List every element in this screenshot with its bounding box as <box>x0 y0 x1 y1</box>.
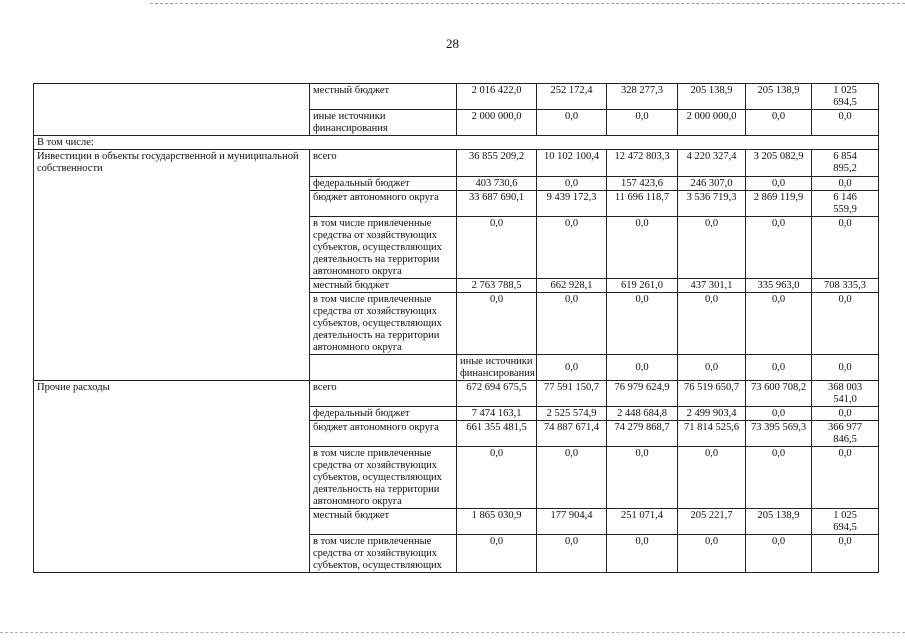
value-cell: 205 138,9 <box>746 509 812 535</box>
value-cell: 0,0 <box>812 293 879 355</box>
value-cell: 33 687 690,1 <box>457 191 537 217</box>
subtotal-heading: В том числе: <box>34 136 879 150</box>
value-cell: 2 763 788,5 <box>457 279 537 293</box>
funding-source-cell: иные источники финансирования <box>310 110 457 136</box>
value-cell: 662 928,1 <box>537 279 607 293</box>
value-cell: 0,0 <box>607 535 678 573</box>
funding-source-cell: бюджет автономного округа <box>310 191 457 217</box>
section-cell <box>34 84 310 136</box>
value-cell: 403 730,6 <box>457 177 537 191</box>
value-cell: 335 963,0 <box>746 279 812 293</box>
value-cell: 12 472 803,3 <box>607 150 678 177</box>
funding-source-cell: иные источники финансирования <box>457 355 537 381</box>
value-cell: 0,0 <box>812 110 879 136</box>
value-cell: 76 519 650,7 <box>678 381 746 407</box>
value-cell: 0,0 <box>678 535 746 573</box>
funding-source-cell: местный бюджет <box>310 509 457 535</box>
value-cell: 1 025 694,5 <box>812 509 879 535</box>
value-cell: 1 865 030,9 <box>457 509 537 535</box>
value-cell: 0,0 <box>537 217 607 279</box>
value-cell: 0,0 <box>457 447 537 509</box>
value-cell: 0,0 <box>537 110 607 136</box>
value-cell: 205 138,9 <box>678 84 746 110</box>
value-cell: 9 439 172,3 <box>537 191 607 217</box>
value-cell: 205 138,9 <box>746 84 812 110</box>
funding-source-cell: федеральный бюджет <box>310 177 457 191</box>
value-cell: 157 423,6 <box>607 177 678 191</box>
value-cell: 0,0 <box>537 293 607 355</box>
funding-source-cell: в том числе привлеченные средства от хозяйствующих субъектов, осуществляющих <box>310 535 457 573</box>
value-cell: 0,0 <box>746 177 812 191</box>
value-cell: 0,0 <box>812 535 879 573</box>
table-row <box>34 150 879 177</box>
value-cell: 177 904,4 <box>537 509 607 535</box>
value-cell: 11 696 118,7 <box>607 191 678 217</box>
value-cell: 76 979 624,9 <box>607 381 678 407</box>
value-cell: 7 474 163,1 <box>457 407 537 421</box>
value-cell: 2 000 000,0 <box>457 110 537 136</box>
value-cell: 0,0 <box>812 177 879 191</box>
value-cell: 2 525 574,9 <box>537 407 607 421</box>
value-cell: 366 977 846,5 <box>812 421 879 447</box>
value-cell: 0,0 <box>746 293 812 355</box>
value-cell: 437 301,1 <box>678 279 746 293</box>
table-row <box>34 84 879 110</box>
value-cell: 0,0 <box>457 293 537 355</box>
value-cell: 4 220 327,4 <box>678 150 746 177</box>
value-cell: 661 355 481,5 <box>457 421 537 447</box>
scan-artifact-top <box>150 3 905 4</box>
value-cell: 2 448 684,8 <box>607 407 678 421</box>
value-cell: 74 887 671,4 <box>537 421 607 447</box>
table-row <box>34 381 879 407</box>
value-cell: 0,0 <box>746 407 812 421</box>
value-cell: 252 172,4 <box>537 84 607 110</box>
page-number: 28 <box>446 36 459 51</box>
value-cell: 73 395 569,3 <box>746 421 812 447</box>
value-cell: 0,0 <box>746 535 812 573</box>
value-cell: 0,0 <box>607 293 678 355</box>
value-cell: 0,0 <box>537 447 607 509</box>
value-cell: 3 536 719,3 <box>678 191 746 217</box>
funding-source-cell: местный бюджет <box>310 84 457 110</box>
value-cell: 77 591 150,7 <box>537 381 607 407</box>
section-cell <box>310 355 457 381</box>
value-cell: 74 279 868,7 <box>607 421 678 447</box>
value-cell: 0,0 <box>678 293 746 355</box>
value-cell: 71 814 525,6 <box>678 421 746 447</box>
value-cell: 0,0 <box>746 447 812 509</box>
funding-source-cell: местный бюджет <box>310 279 457 293</box>
value-cell: 0,0 <box>812 407 879 421</box>
value-cell: 0,0 <box>678 217 746 279</box>
value-cell: 2 016 422,0 <box>457 84 537 110</box>
value-cell: 0,0 <box>457 535 537 573</box>
value-cell: 2 000 000,0 <box>678 110 746 136</box>
value-cell: 0,0 <box>537 355 607 381</box>
value-cell: 0,0 <box>678 447 746 509</box>
value-cell: 10 102 100,4 <box>537 150 607 177</box>
value-cell: 619 261,0 <box>607 279 678 293</box>
section-cell: Прочие расходы <box>34 381 310 573</box>
value-cell: 73 600 708,2 <box>746 381 812 407</box>
value-cell: 205 221,7 <box>678 509 746 535</box>
value-cell: 0,0 <box>607 355 678 381</box>
funding-source-cell: в том числе привлеченные средства от хозяйствующих субъектов, осуществляющих деятельность на территории автономного округа <box>310 293 457 355</box>
value-cell: 6 854 895,2 <box>812 150 879 177</box>
value-cell: 0,0 <box>746 217 812 279</box>
value-cell: 672 694 675,5 <box>457 381 537 407</box>
value-cell: 36 855 209,2 <box>457 150 537 177</box>
scan-artifact-bottom <box>0 632 905 633</box>
value-cell: 2 869 119,9 <box>746 191 812 217</box>
budget-table <box>33 83 879 573</box>
funding-source-cell: всего <box>310 150 457 177</box>
value-cell: 0,0 <box>457 217 537 279</box>
value-cell: 3 205 082,9 <box>746 150 812 177</box>
value-cell: 708 335,3 <box>812 279 879 293</box>
value-cell: 0,0 <box>812 447 879 509</box>
value-cell: 0,0 <box>812 217 879 279</box>
value-cell: 0,0 <box>678 355 746 381</box>
value-cell: 251 071,4 <box>607 509 678 535</box>
value-cell: 0,0 <box>746 110 812 136</box>
section-cell: Инвестиции в объекты государственной и муниципальной собственности <box>34 150 310 381</box>
funding-source-cell: в том числе привлеченные средства от хозяйствующих субъектов, осуществляющих деятельность на территории автономного округа <box>310 217 457 279</box>
value-cell: 328 277,3 <box>607 84 678 110</box>
value-cell: 0,0 <box>746 355 812 381</box>
funding-source-cell: в том числе привлеченные средства от хозяйствующих субъектов, осуществляющих деятельность на территории автономного округа <box>310 447 457 509</box>
value-cell: 0,0 <box>537 535 607 573</box>
value-cell: 0,0 <box>607 110 678 136</box>
value-cell: 0,0 <box>812 355 879 381</box>
value-cell: 6 146 559,9 <box>812 191 879 217</box>
value-cell: 2 499 903,4 <box>678 407 746 421</box>
funding-source-cell: бюджет автономного округа <box>310 421 457 447</box>
funding-source-cell: всего <box>310 381 457 407</box>
value-cell: 0,0 <box>607 447 678 509</box>
value-cell: 0,0 <box>607 217 678 279</box>
value-cell: 0,0 <box>537 177 607 191</box>
value-cell: 1 025 694,5 <box>812 84 879 110</box>
value-cell: 368 003 541,0 <box>812 381 879 407</box>
funding-source-cell: федеральный бюджет <box>310 407 457 421</box>
value-cell: 246 307,0 <box>678 177 746 191</box>
table-row <box>34 136 879 150</box>
